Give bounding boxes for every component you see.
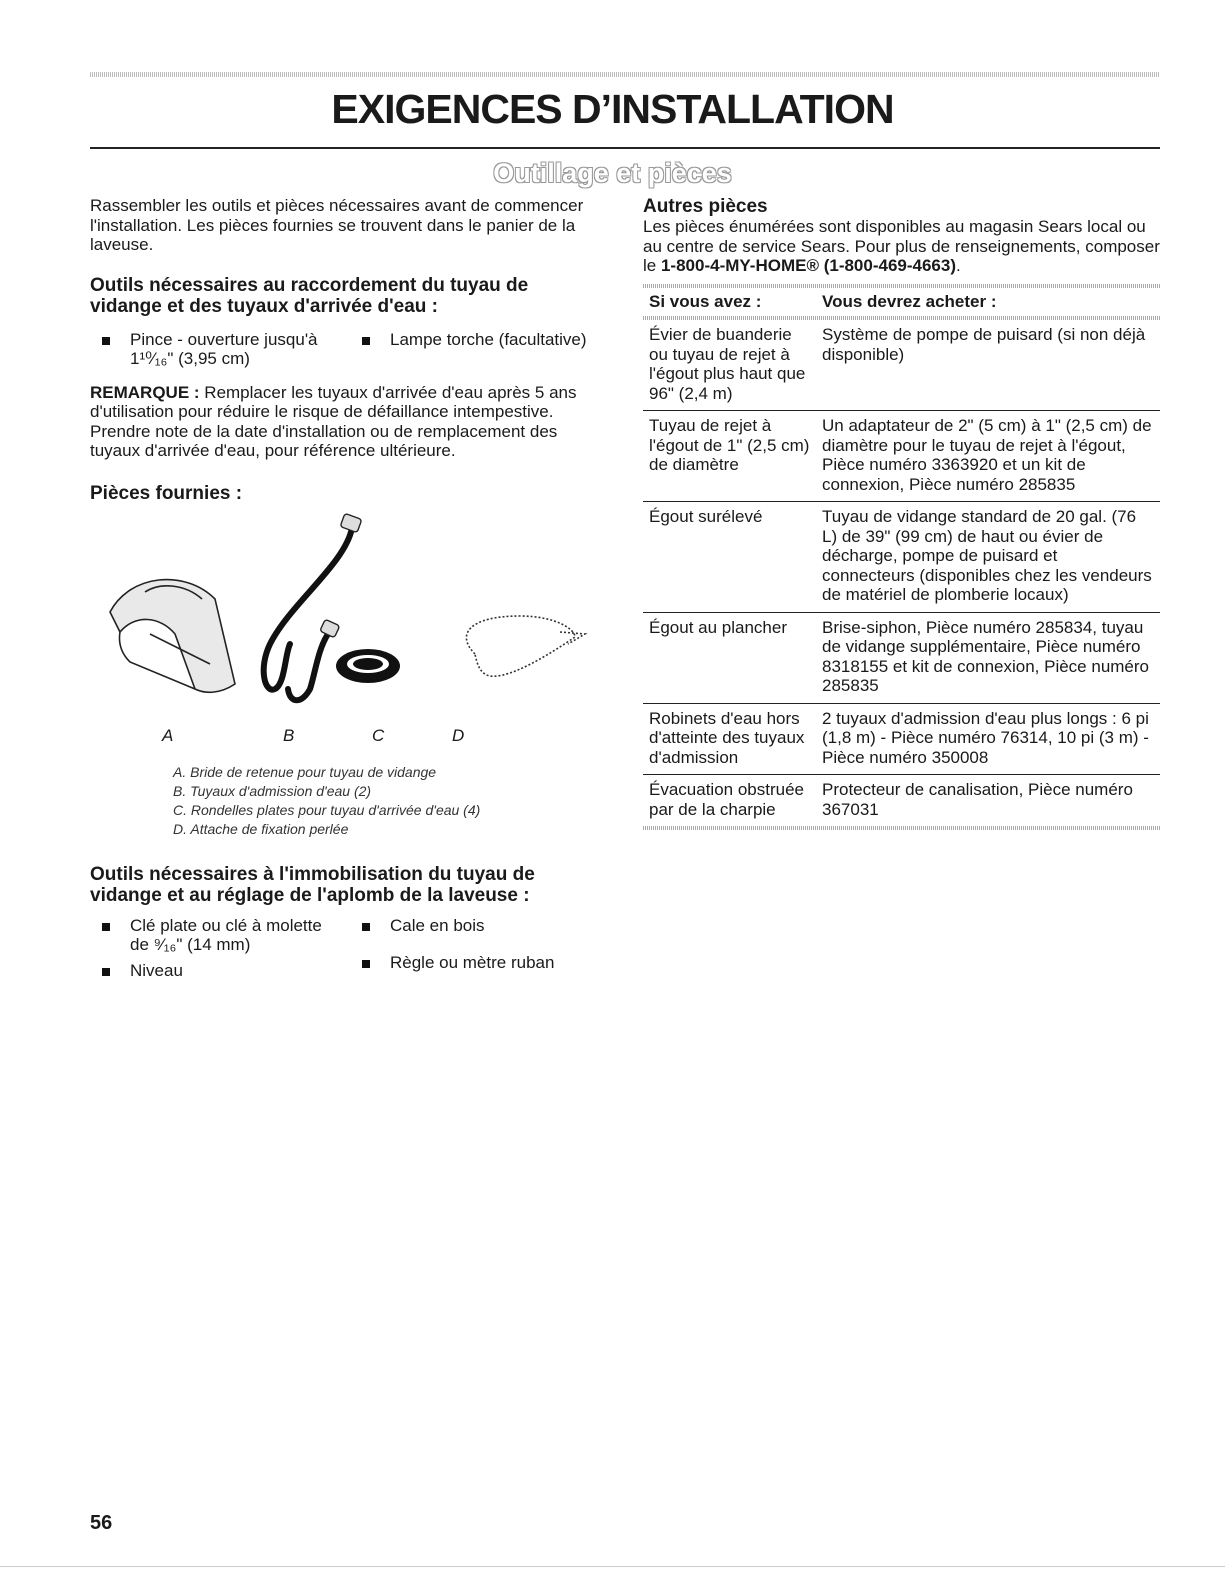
caption: C. Rondelles plates pour tuyau d'arrivée d'eau (4): [173, 801, 481, 818]
remark-label: REMARQUE :: [90, 382, 200, 402]
list-item: Clé plate ou clé à molette de ⁹⁄₁₆" (14 mm): [90, 916, 350, 955]
table-cell: Tuyau de rejet à l'égout de 1" (2,5 cm) de diamètre: [643, 411, 816, 502]
table-cell: 2 tuyaux d'admission d'eau plus longs : 6 pi (1,8 m) - Pièce numéro 76314, 10 pi (3 m) - Pièce numéro 350008: [816, 703, 1160, 775]
table-row: [643, 775, 1160, 827]
parts-figure: [90, 504, 605, 726]
figure-letter: A: [162, 725, 174, 745]
table-cell: Égout surélevé: [643, 502, 816, 613]
caption: A. Bride de retenue pour tuyau de vidange: [173, 763, 437, 780]
list-item: Cale en bois: [350, 916, 610, 955]
flat-washer: [336, 649, 400, 683]
intro-text: Les pièces énumérées sont disponibles au magasin Sears local ou au centre de service Sears. Pour plus de renseignements, composer le: [643, 217, 1160, 275]
table-cell: Évacuation obstruée par de la charpie: [649, 780, 804, 819]
table-cell: Un adaptateur de 2" (5 cm) à 1" (2,5 cm) de diamètre pour le tuyau de rejet à l'égout, Pièce numéro 3363920 et un kit de connexion, Pièce numéro 285835: [816, 411, 1160, 502]
header-cell: Vous devrez acheter :: [822, 291, 997, 311]
list-item: Lampe torche (facultative): [350, 330, 610, 369]
section-subtitle: Outillage et pièces: [493, 158, 732, 188]
header-cell: Si vous avez :: [649, 291, 762, 311]
inlet-hoses: [264, 528, 352, 700]
table-cell: Protecteur de canalisation, Pièce numéro 367031: [822, 780, 1133, 819]
list-item: Règle ou mètre ruban: [350, 953, 610, 981]
bottom-rule: [0, 1566, 1225, 1567]
caption: D. Attache de fixation perlée: [173, 820, 349, 837]
table-cell: Tuyau de vidange standard de 20 gal. (76 L) de 39" (99 cm) de haut ou évier de décharge, pompe de puisard et connecteurs (disponibles chez les vendeurs de matériel de plomberie locaux): [816, 502, 1160, 613]
remark-paragraph: [90, 383, 605, 461]
table-cell: Égout au plancher: [643, 612, 816, 703]
figure-letter: C: [372, 725, 385, 745]
page-number: 56: [90, 1512, 113, 1534]
tools1-heading: Outils nécessaires au raccordement du tuyau de vidange et des tuyaux d'arrivée d'eau :: [90, 274, 529, 317]
table-cell: Évier de buanderie ou tuyau de rejet à l'égout plus haut que 96" (2,4 m): [643, 320, 816, 411]
drain-hose-bracket: [110, 579, 235, 692]
table-bottom-rule: [643, 826, 1160, 830]
table-row: [643, 411, 1160, 502]
left-column: [90, 196, 605, 980]
tools2-heading: Outils nécessaires à l'immobilisation du tuyau de vidange et au réglage de l'aplomb de la laveuse :: [90, 863, 535, 906]
figure-captions: [173, 763, 605, 839]
list-item: Pince - ouverture jusqu'à 1¹⁰⁄₁₆" (3,95 cm): [90, 330, 350, 369]
table-row: [643, 502, 1160, 613]
parts-illustration: [90, 504, 605, 726]
tools1-list: [90, 330, 605, 369]
table-header-row: [643, 288, 1160, 317]
figure-letters: [90, 726, 605, 746]
table-cell: Système de pompe de puisard (si non déjà disponible): [816, 320, 1160, 411]
remark-text: Remplacer les tuyaux d'arrivée d'eau après 5 ans d'utilisation pour réduire le risque de défaillance intempestive. Prendre note de la date d'installation ou de remplacement des tuyaux d'arrivée d'eau, pour référence ultérieure.: [90, 382, 577, 460]
title-rule: [90, 147, 1160, 149]
table-cell: Brise-siphon, Pièce numéro 285834, tuyau de vidange supplémentaire, Pièce numéro 8318155 et kit de connexion, Pièce numéro 285835: [816, 612, 1160, 703]
list-item: Niveau: [90, 961, 350, 981]
caption: B. Tuyaux d'admission d'eau (2): [173, 782, 372, 799]
table-row: [643, 612, 1160, 703]
figure-letter: B: [283, 725, 295, 745]
other-parts-intro: [643, 217, 1160, 276]
page-title: EXIGENCES D’INSTALLATION: [331, 86, 894, 132]
parts-heading: Pièces fournies :: [90, 482, 243, 504]
parts-table: [643, 288, 1160, 827]
table-cell: Robinets d'eau hors d'atteinte des tuyaux d'admission: [643, 703, 816, 775]
table-row: [643, 320, 1160, 411]
tools2-list: [90, 916, 605, 981]
intro-end: .: [956, 256, 961, 275]
beaded-strap: [466, 616, 585, 676]
right-column: [643, 196, 1160, 830]
intro-paragraph: Rassembler les outils et pièces nécessaires avant de commencer l'installation. Les pièces fournies se trouvent dans le panier de la laveuse.: [90, 196, 584, 254]
other-parts-heading: Autres pièces: [643, 196, 768, 217]
table-row: [643, 703, 1160, 775]
top-dotted-rule: [90, 72, 1160, 77]
phone-number: 1-800-4-MY-HOME® (1-800-469-4663): [660, 256, 957, 275]
figure-letter: D: [452, 725, 465, 745]
